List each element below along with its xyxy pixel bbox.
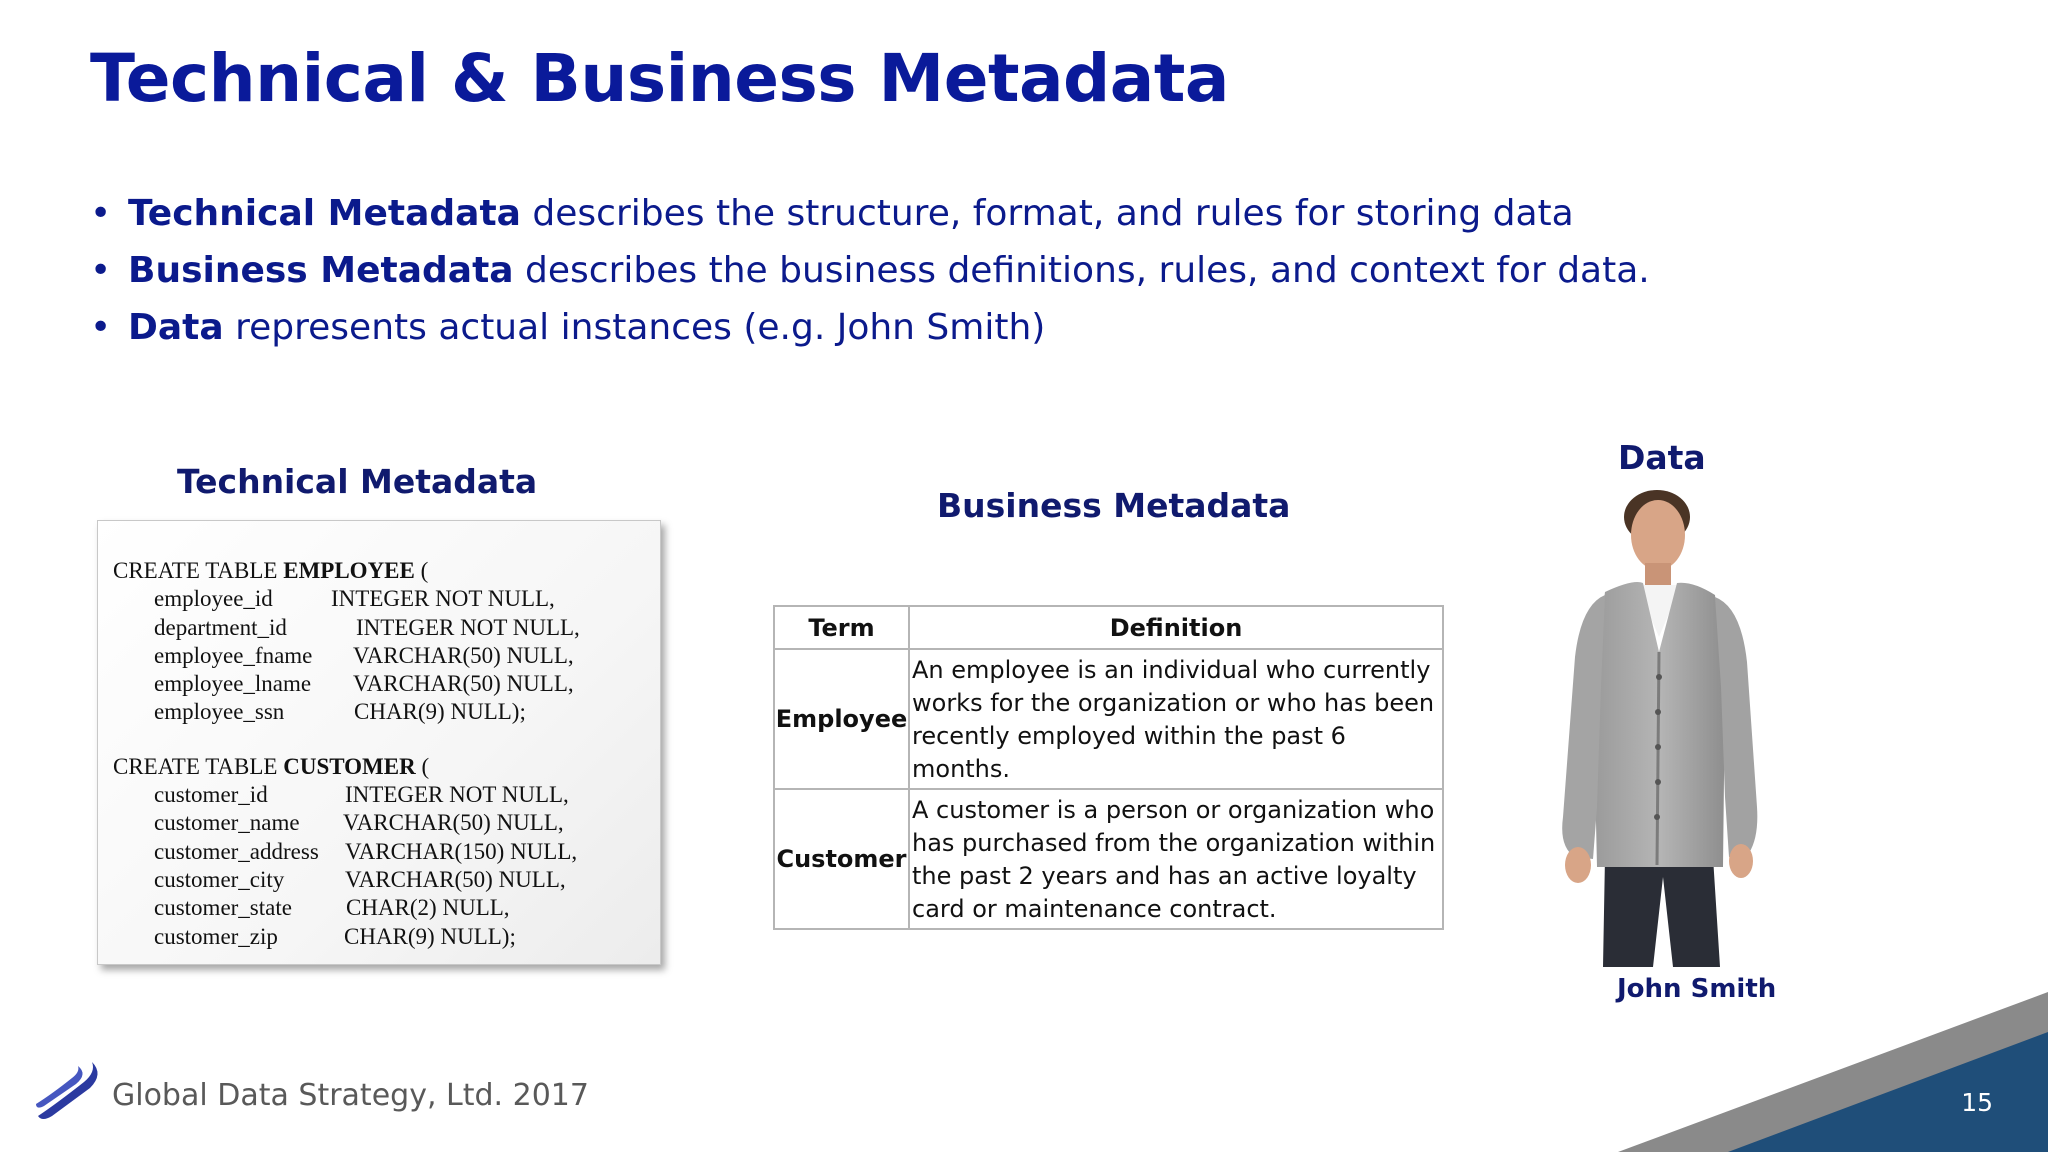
sql-column-name: department_id xyxy=(154,614,287,640)
sql-column-name: employee_ssn xyxy=(154,699,285,725)
sql-column-row xyxy=(113,838,660,866)
sql-column-type: CHAR(9) NULL); xyxy=(344,923,516,949)
sql-table-name: CUSTOMER xyxy=(283,753,416,779)
sql-column-type: VARCHAR(50) NULL, xyxy=(343,810,564,836)
sql-code-box xyxy=(97,520,661,965)
sql-column-row xyxy=(113,698,660,726)
sql-column-name: employee_lname xyxy=(154,671,312,697)
bullet-item xyxy=(90,185,1650,242)
sql-column-row xyxy=(113,642,660,670)
slide-title: Technical & Business Metadata xyxy=(90,40,1229,117)
bullet-bold: Technical Metadata xyxy=(128,193,521,234)
sql-column-type: INTEGER NOT NULL, xyxy=(331,586,555,612)
bullet-text: represents actual instances (e.g. John Smith) xyxy=(223,307,1046,348)
sql-column-name: employee_id xyxy=(154,586,273,612)
page-number: 15 xyxy=(1961,1088,1993,1117)
table-header-row xyxy=(774,606,1443,649)
bullet-bold: Data xyxy=(128,307,224,348)
person-photo xyxy=(1545,487,1805,967)
sql-column-name: customer_state xyxy=(154,895,292,921)
table-row xyxy=(774,789,1443,929)
sql-column-name: customer_zip xyxy=(154,923,278,949)
sql-column-row xyxy=(113,894,660,922)
bullet-item xyxy=(90,242,1650,299)
bullet-text: describes the business definitions, rules, and context for data. xyxy=(513,250,1650,291)
definition-cell: An employee is an individual who currently works for the organization or who has been recently employed within the past 6 months. xyxy=(909,649,1443,789)
sql-column-type: VARCHAR(50) NULL, xyxy=(353,642,574,668)
sql-column-row xyxy=(113,866,660,894)
bullet-bold: Business Metadata xyxy=(128,250,514,291)
sql-column-row xyxy=(113,614,660,642)
sql-column-name: customer_id xyxy=(154,782,268,808)
bullet-text: describes the structure, format, and rules for storing data xyxy=(520,193,1574,234)
term-cell: Customer xyxy=(774,789,909,929)
sql-column-row xyxy=(113,781,660,809)
sql-create-customer: CREATE TABLE CUSTOMER ( xyxy=(113,753,430,779)
company-logo-icon xyxy=(34,1058,104,1124)
definition-column-header: Definition xyxy=(909,606,1443,649)
term-cell: Employee xyxy=(774,649,909,789)
table-row xyxy=(774,649,1443,789)
sql-column-type: INTEGER NOT NULL, xyxy=(356,614,580,640)
sql-column-type: INTEGER NOT NULL, xyxy=(345,782,569,808)
sql-column-row xyxy=(113,585,660,613)
bullet-item xyxy=(90,299,1650,356)
sql-column-row xyxy=(113,809,660,837)
sql-column-type: VARCHAR(150) NULL, xyxy=(345,838,578,864)
footer-company-text: Global Data Strategy, Ltd. 2017 xyxy=(112,1078,589,1113)
bullet-list xyxy=(90,185,1650,356)
sql-column-type: VARCHAR(50) NULL, xyxy=(353,671,574,697)
term-column-header: Term xyxy=(774,606,909,649)
corner-decoration xyxy=(1618,992,2048,1152)
data-heading: Data xyxy=(1618,438,1706,477)
sql-column-name: customer_name xyxy=(154,810,300,836)
sql-column-type: CHAR(2) NULL, xyxy=(346,895,510,921)
definition-cell: A customer is a person or organization who has purchased from the organization within the past 2 years and has an active loyalty card or maintenance contract. xyxy=(909,789,1443,929)
business-metadata-table xyxy=(773,605,1444,930)
sql-column-type: VARCHAR(50) NULL, xyxy=(345,866,566,892)
business-metadata-heading: Business Metadata xyxy=(937,486,1291,525)
sql-column-name: customer_city xyxy=(154,866,285,892)
sql-column-row xyxy=(113,923,660,951)
sql-column-name: employee_fname xyxy=(154,642,313,668)
technical-metadata-heading: Technical Metadata xyxy=(177,462,538,501)
sql-column-type: CHAR(9) NULL); xyxy=(354,699,526,725)
sql-column-name: customer_address xyxy=(154,838,319,864)
person-caption: John Smith xyxy=(1617,974,1777,1004)
sql-column-row xyxy=(113,670,660,698)
sql-create-employee: CREATE TABLE EMPLOYEE ( xyxy=(113,558,429,583)
sql-table-name: EMPLOYEE xyxy=(283,558,415,583)
